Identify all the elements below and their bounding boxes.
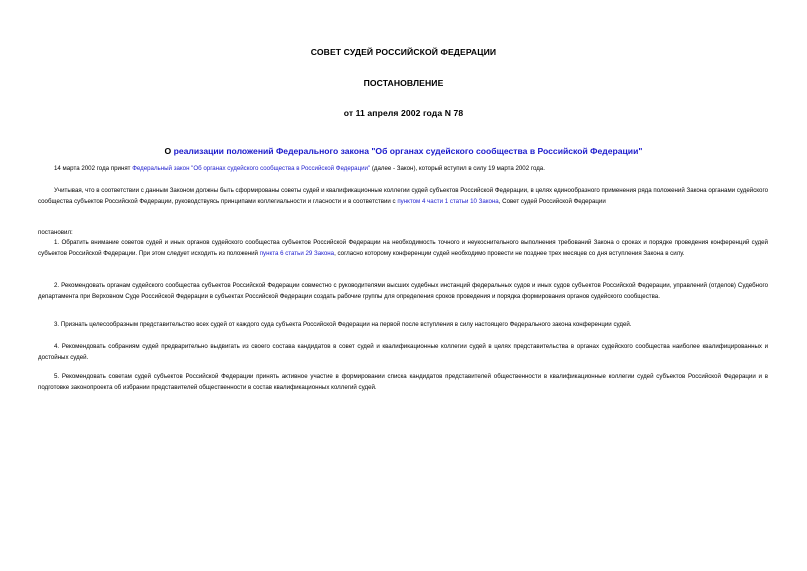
resolved-label: постановил: — [38, 229, 73, 236]
document-type-heading: ПОСТАНОВЛЕНИЕ — [363, 78, 444, 88]
resolution-item-2 — [38, 281, 768, 302]
title-prefix: О — [164, 146, 174, 156]
issuer-heading: СОВЕТ СУДЕЙ РОССИЙСКОЙ ФЕДЕРАЦИИ — [310, 47, 497, 57]
item4-text: 4. Рекомендовать собраниям судей предварительно выдвигать из своего состава кандидатов в совет судей и квалификационные коллегии судей в целях представительства в органах судейского сообщества наиболее квалифицированных и достойных судей. — [38, 343, 768, 361]
document-title — [0, 146, 807, 156]
federal-law-link[interactable]: Федеральный закон "Об органах судейского сообщества в Российской Федерации" — [132, 165, 371, 172]
paragraph-intro — [38, 164, 768, 175]
paragraph-resolved — [38, 228, 768, 239]
document-date-heading: от 11 апреля 2002 года N 78 — [343, 108, 464, 118]
article-10-link[interactable]: пунктом 4 части 1 статьи 10 Закона — [397, 197, 499, 205]
item1-text-post: , согласно которому конференции судей необходимо провести не позднее трех месяцев со дня вступления Закона в силу. — [334, 249, 685, 257]
item3-text: 3. Признать целесообразным представительство всех судей от каждого суда субъекта Российской Федерации на первой после вступления в силу настоящего Федерального закона конференции судей. — [54, 321, 632, 328]
para2-text-pre: Учитывая, что в соответствии с данным Законом должны быть сформированы советы судей и квалификационные коллегии судей субъектов Российской Федерации, в целях единообразного применения ряда положений Закона органами судейского сообщества субъектов Российской Федерации, руководствуясь принципами коллегиальности и гласности и в соответствии с — [38, 187, 768, 205]
para2-text-post: , Совет судей Российской Федерации — [498, 197, 606, 205]
para1-text-post: (далее - Закон), который вступил в силу 19 марта 2002 года. — [370, 165, 545, 172]
resolution-item-5 — [38, 372, 768, 393]
resolution-item-3 — [38, 320, 768, 331]
resolution-item-1 — [38, 238, 768, 259]
item2-text: 2. Рекомендовать органам судейского сообщества субъектов Российской Федерации совместно с руководителями высших судебных инстанций федеральных судов и иных судов субъектов Российской Федерации, управлений (отделов) Судебного департамента при Верховном Суде Российской Федерации в субъектах Российской Федерации создать рабочие группы для определения сроков проведения и порядка формирования органов судейского сообщества. — [38, 282, 768, 300]
item1-text-pre: 1. Обратить внимание советов судей и иных органов судейского сообщества субъектов Российской Федерации на необходимость точного и неукоснительного выполнения требований Закона о сроках и порядке проведения конференций судей субъектов Российской Федерации. При этом следует исходить из положений — [38, 239, 768, 257]
para1-text-pre: 14 марта 2002 года принят — [54, 165, 133, 172]
resolution-item-4 — [38, 342, 768, 363]
article-29-link[interactable]: пункта 6 статьи 29 Закона — [259, 249, 335, 257]
paragraph-preamble — [38, 186, 768, 207]
item5-text: 5. Рекомендовать советам судей субъектов Российской Федерации принять активное участие в формировании списка кандидатов представителей общественности в квалификационные коллегии судей субъектов Российской Федерации и в подготовке законопроекта об избрании представителей общественности в состав квалификационных коллегий судей. — [38, 373, 768, 391]
title-law-link[interactable]: реализации положений Федерального закона "Об органах судейского сообщества в Российской Федерации" — [173, 146, 643, 156]
